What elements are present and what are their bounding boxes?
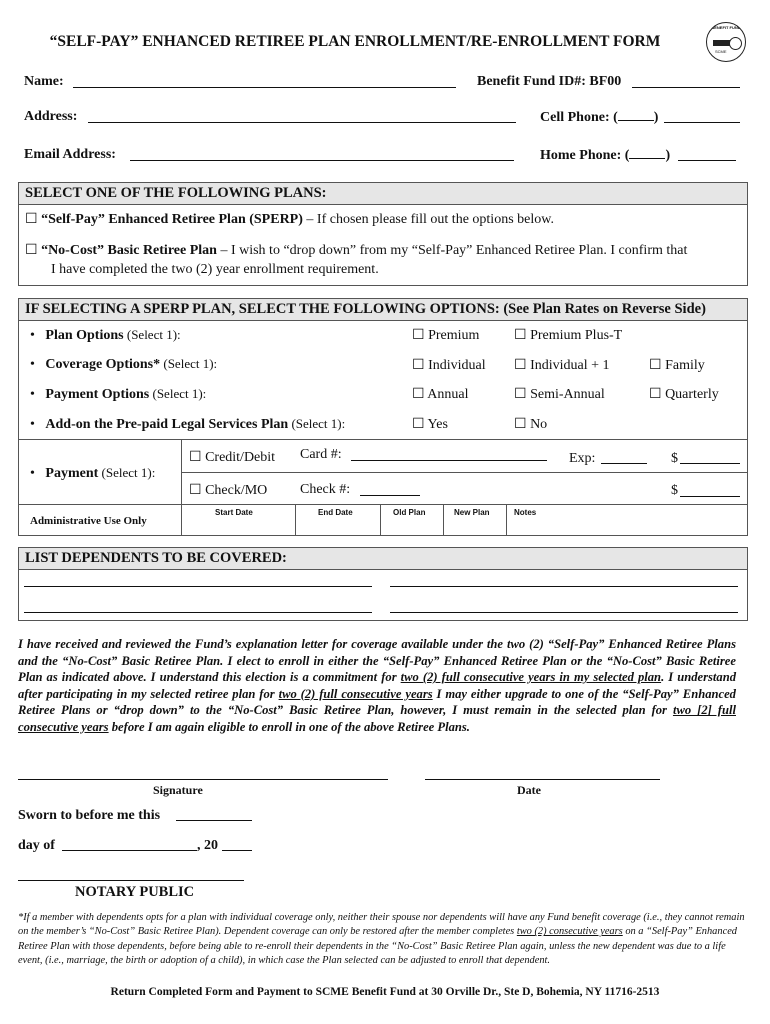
- coverage-choice-family[interactable]: ☐ Family: [649, 358, 705, 373]
- admin-col-new-plan: New Plan: [454, 508, 490, 517]
- check-mo-option[interactable]: ☐ Check/MO: [189, 483, 268, 498]
- admin-col-end-date: End Date: [318, 508, 353, 517]
- cell-area-code-field[interactable]: [618, 109, 654, 121]
- fund-id-label: Benefit Fund ID#: BF00: [477, 74, 622, 89]
- legal-choice-no[interactable]: ☐ No: [514, 417, 548, 432]
- year-field[interactable]: [222, 850, 252, 851]
- date-label: Date: [517, 783, 541, 797]
- home-phone-label: Home Phone: ( ): [540, 148, 671, 163]
- notary-label: NOTARY PUBLIC: [75, 884, 195, 900]
- plan-option-no-cost[interactable]: ☐ “No-Cost” Basic Retiree Plan – I wish to “drop down” from my “Self-Pay” Enhanced Retiree Plan. I confirm that: [25, 243, 688, 258]
- checkbox-icon: ☐: [412, 358, 425, 373]
- fund-id-field[interactable]: [632, 87, 740, 88]
- plan-selection-box: [18, 182, 748, 286]
- plan-choice-premium-plus[interactable]: ☐ Premium Plus-T: [514, 328, 623, 343]
- payment-options-row: • Payment Options (Select 1):: [30, 386, 207, 402]
- checkbox-icon: ☐: [189, 450, 202, 465]
- sperp-heading: IF SELECTING A SPERP PLAN, SELECT THE FOLLOWING OPTIONS: (See Plan Rates on Reverse Side): [19, 299, 747, 321]
- sworn-day-field[interactable]: [176, 820, 252, 821]
- coverage-choice-individual[interactable]: ☐ Individual: [412, 358, 486, 373]
- checkbox-icon: ☐: [514, 387, 527, 402]
- plan-options-row: • Plan Options (Select 1):: [30, 327, 181, 343]
- payment-choice-quarterly[interactable]: ☐ Quarterly: [649, 387, 719, 402]
- return-address: Return Completed Form and Payment to SCME Benefit Fund at 30 Orville Dr., Ste D, Bohemia, NY 11716-2513: [110, 986, 660, 998]
- address-field[interactable]: [88, 122, 516, 123]
- dependents-box: [18, 547, 748, 621]
- check-number-field[interactable]: [360, 495, 420, 496]
- date-line[interactable]: [425, 779, 660, 780]
- month-field[interactable]: [62, 850, 197, 851]
- card-number-field[interactable]: [351, 460, 547, 461]
- sworn-label: Sworn to before me this: [18, 808, 161, 823]
- email-label: Email Address:: [24, 147, 116, 162]
- credit-amount-field[interactable]: [680, 463, 740, 464]
- plan-choice-premium[interactable]: ☐ Premium: [412, 328, 480, 343]
- name-label: Name:: [24, 74, 64, 89]
- dependent-line-3[interactable]: [24, 612, 372, 613]
- cell-phone-label: Cell Phone: ( ): [540, 110, 659, 125]
- check-amount-label: $: [671, 483, 678, 498]
- agreement-text: I have received and reviewed the Fund’s explanation letter for coverage available under the two (2) “Self-Pay” Enhanced Retiree Plans and the “No-Cost” Basic Retiree Plan. I elect to enroll in either the “Self-Pay” Enhanced Retiree Plan or the “No-Cost” Basic Retiree Plan as indicated above. I understand this election is a commitment for two (2) full consecutive years in my selected plan. I understand after participating in my selected retiree plan for two (2) full consecutive years I may either upgrade to one of the “Self-Pay” Enhanced Retiree Plans or “drop down” to the “No-Cost” Basic Retiree Plan, however, I must remain in the selected plan for two [2] full consecutive years before I am again eligible to enroll in one of the above Retiree Plans.: [18, 637, 737, 734]
- checkbox-icon: ☐: [514, 358, 527, 373]
- payment-method-label: • Payment (Select 1):: [30, 465, 156, 481]
- legal-choice-yes[interactable]: ☐ Yes: [412, 417, 448, 432]
- checkbox-icon[interactable]: ☐: [25, 212, 38, 227]
- checkbox-icon: ☐: [514, 328, 527, 343]
- dependent-line-1[interactable]: [24, 586, 372, 587]
- legal-services-row: • Add-on the Pre-paid Legal Services Plan (Select 1):: [30, 416, 346, 432]
- year-label: , 20: [197, 838, 218, 853]
- payment-choice-annual[interactable]: ☐ Annual: [412, 387, 469, 402]
- email-field[interactable]: [130, 160, 514, 161]
- dependents-heading: LIST DEPENDENTS TO BE COVERED:: [19, 548, 747, 570]
- checkbox-icon: ☐: [412, 387, 425, 402]
- fund-logo: [706, 22, 746, 62]
- address-label: Address:: [24, 109, 78, 124]
- admin-notes-cell[interactable]: [506, 504, 748, 536]
- coverage-options-row: • Coverage Options* (Select 1):: [30, 356, 218, 372]
- admin-col-notes: Notes: [514, 508, 537, 517]
- plan-option-sperp[interactable]: ☐ “Self-Pay” Enhanced Retiree Plan (SPERP) – If chosen please fill out the options below.: [25, 212, 554, 227]
- signature-label: Signature: [153, 783, 203, 797]
- exp-label: Exp:: [569, 451, 596, 466]
- name-field[interactable]: [73, 87, 456, 88]
- day-of-label: day of: [18, 838, 55, 853]
- checkbox-icon: ☐: [412, 328, 425, 343]
- check-number-label: Check #:: [300, 482, 351, 497]
- plan-option-no-cost-line2: I have completed the two (2) year enrollment requirement.: [51, 262, 379, 277]
- footnote: *If a member with dependents opts for a plan with individual coverage only, neither their spouse nor dependents will have any Fund benefit coverage (i.e., they cannot remain on the member’s “No-Cost” Basic Retiree Plan). Dependent coverage can only be restored after the member completes two (2) consecutive years on a “Self-Pay” Enhanced Retiree Plan with those dependents, before being able to re-enroll their dependents in the “No-Cost” Basic Retiree Plan again, unless the new dependent was due to a life event, (i.e., marriage, the birth or adoption of a child), in which case the Plan selected can be adjusted to enroll that dependent.: [18, 912, 745, 967]
- plan-selection-heading: SELECT ONE OF THE FOLLOWING PLANS:: [19, 183, 747, 205]
- payment-choice-semi-annual[interactable]: ☐ Semi-Annual: [514, 387, 605, 402]
- card-number-label: Card #:: [300, 447, 342, 462]
- form-title: “SELF-PAY” ENHANCED RETIREE PLAN ENROLLMENT/RE-ENROLLMENT FORM: [49, 33, 661, 50]
- checkbox-icon: ☐: [649, 358, 662, 373]
- credit-debit-option[interactable]: ☐ Credit/Debit: [189, 450, 276, 465]
- home-area-code-field[interactable]: [629, 147, 665, 159]
- exp-field[interactable]: [601, 463, 647, 464]
- checkbox-icon: ☐: [189, 483, 202, 498]
- logo-text-bottom: SCME: [715, 49, 727, 54]
- home-phone-field[interactable]: [678, 160, 736, 161]
- admin-col-old-plan: Old Plan: [393, 508, 426, 517]
- credit-amount-label: $: [671, 451, 678, 466]
- coverage-choice-individual-plus-one[interactable]: ☐ Individual + 1: [514, 358, 610, 373]
- signature-line[interactable]: [18, 779, 388, 780]
- checkbox-icon: ☐: [649, 387, 662, 402]
- checkbox-icon[interactable]: ☐: [25, 243, 38, 258]
- dependent-line-4[interactable]: [390, 612, 738, 613]
- checkbox-icon: ☐: [412, 417, 425, 432]
- logo-text-top: BENEFIT FUND: [711, 25, 741, 30]
- checkbox-icon: ☐: [514, 417, 527, 432]
- notary-line[interactable]: [18, 880, 244, 881]
- dependent-line-2[interactable]: [390, 586, 738, 587]
- admin-use-label: Administrative Use Only: [30, 515, 147, 527]
- check-amount-field[interactable]: [680, 496, 740, 497]
- admin-col-start-date: Start Date: [215, 508, 253, 517]
- cell-phone-field[interactable]: [664, 122, 740, 123]
